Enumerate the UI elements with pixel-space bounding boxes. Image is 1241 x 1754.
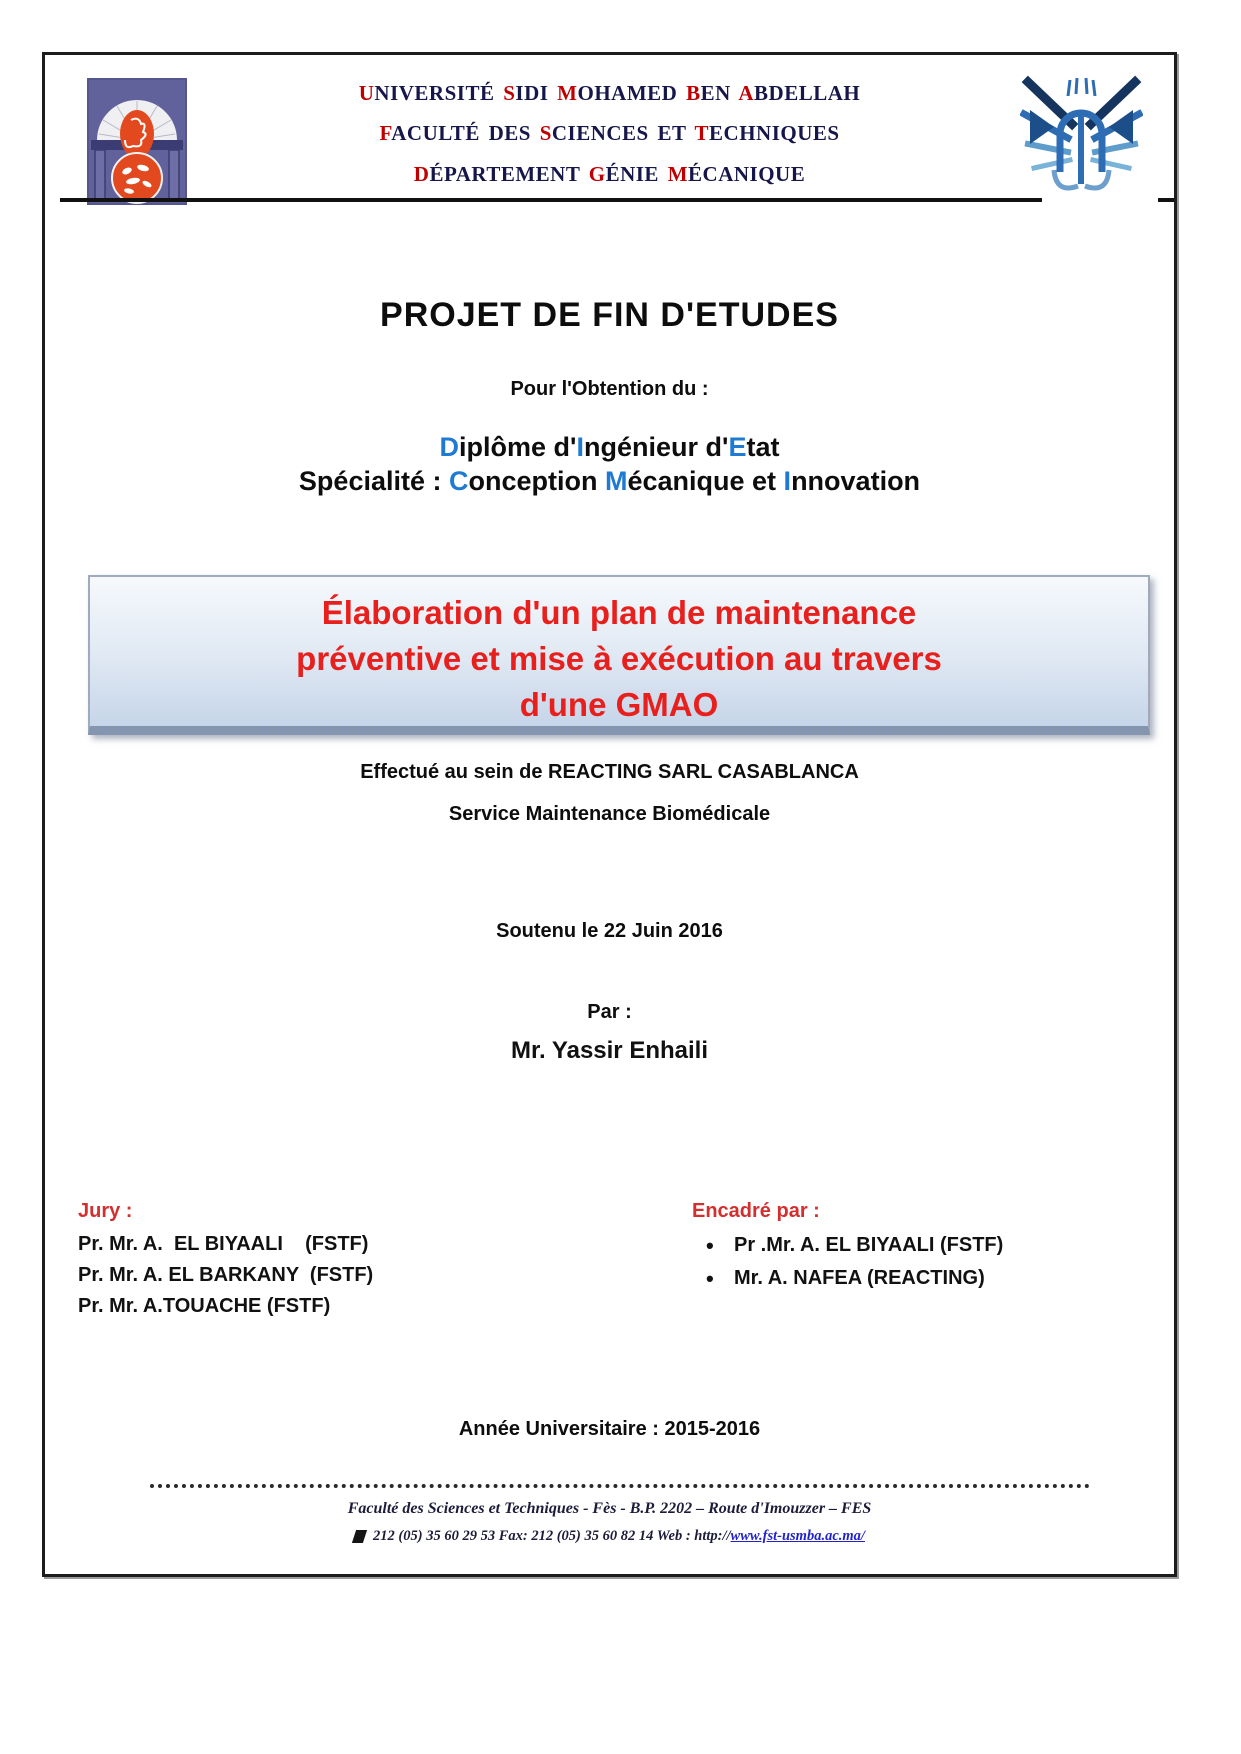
footer-separator (150, 1484, 1090, 1488)
phone-icon (352, 1530, 367, 1543)
jury-section (78, 1200, 373, 1322)
header-department-name: DÉPARTEMENT GÉNIE MÉCANIQUE (413, 162, 806, 186)
host-company-line: Effectué au sein de REACTING SARL CASABLANCA (360, 761, 859, 783)
footer-address: Faculté des Sciences et Techniques - Fès - B.P. 2202 – Route d'Imouzzer – FES (347, 1500, 872, 1517)
defense-date: Soutenu le 22 Juin 2016 (496, 920, 723, 942)
obtention-label: Pour l'Obtention du : (510, 378, 709, 400)
footer-url-link[interactable]: www.fst-usmba.ac.ma/ (730, 1528, 865, 1544)
thesis-title-line: préventive et mise à exécution au travers (296, 640, 942, 677)
supervisors-section (692, 1200, 1003, 1295)
thesis-title-line: d'une GMAO (519, 686, 719, 723)
by-label: Par : (587, 1001, 632, 1023)
footer-contact-text: 212 (05) 35 60 29 53 Fax: 212 (05) 35 60 82 14 Web : http:// (373, 1528, 731, 1544)
specialty-line: Spécialité : Conception Mécanique et Innovation (298, 466, 921, 496)
header-university-name: UNIVERSITÉ SIDI MOHAMED BEN ABDELLAH (358, 81, 861, 105)
header-rule (60, 198, 1042, 202)
supervisors-label: Encadré par : (692, 1200, 820, 1222)
jury-member: Pr. Mr. A. EL BARKANY (FSTF) (78, 1264, 374, 1286)
academic-year: Année Universitaire : 2015-2016 (458, 1418, 761, 1440)
degree-line: Diplôme d'Ingénieur d'Etat (439, 432, 780, 462)
jury-label: Jury : (78, 1200, 133, 1222)
host-service-line: Service Maintenance Biomédicale (448, 803, 771, 825)
author-name: Mr. Yassir Enhaili (511, 1037, 708, 1064)
thesis-title-box (88, 575, 1150, 735)
thesis-title-line: Élaboration d'un plan de maintenance (321, 594, 917, 631)
jury-member: Pr. Mr. A.TOUACHE (FSTF) (78, 1295, 331, 1317)
header-rule-dash (1158, 198, 1174, 202)
footer-contact (42, 1528, 1177, 1545)
report-type-title: PROJET DE FIN D'ETUDES (380, 296, 839, 334)
header-faculty-name: FACULTÉ DES SCIENCES ET TECHNIQUES (379, 121, 840, 145)
supervisor-item: • Pr .Mr. A. EL BIYAALI (FSTF) (692, 1229, 1003, 1262)
jury-member: Pr. Mr. A. EL BIYAALI (FSTF) (78, 1233, 369, 1255)
supervisor-item: • Mr. A. NAFEA (REACTING) (692, 1262, 1003, 1295)
